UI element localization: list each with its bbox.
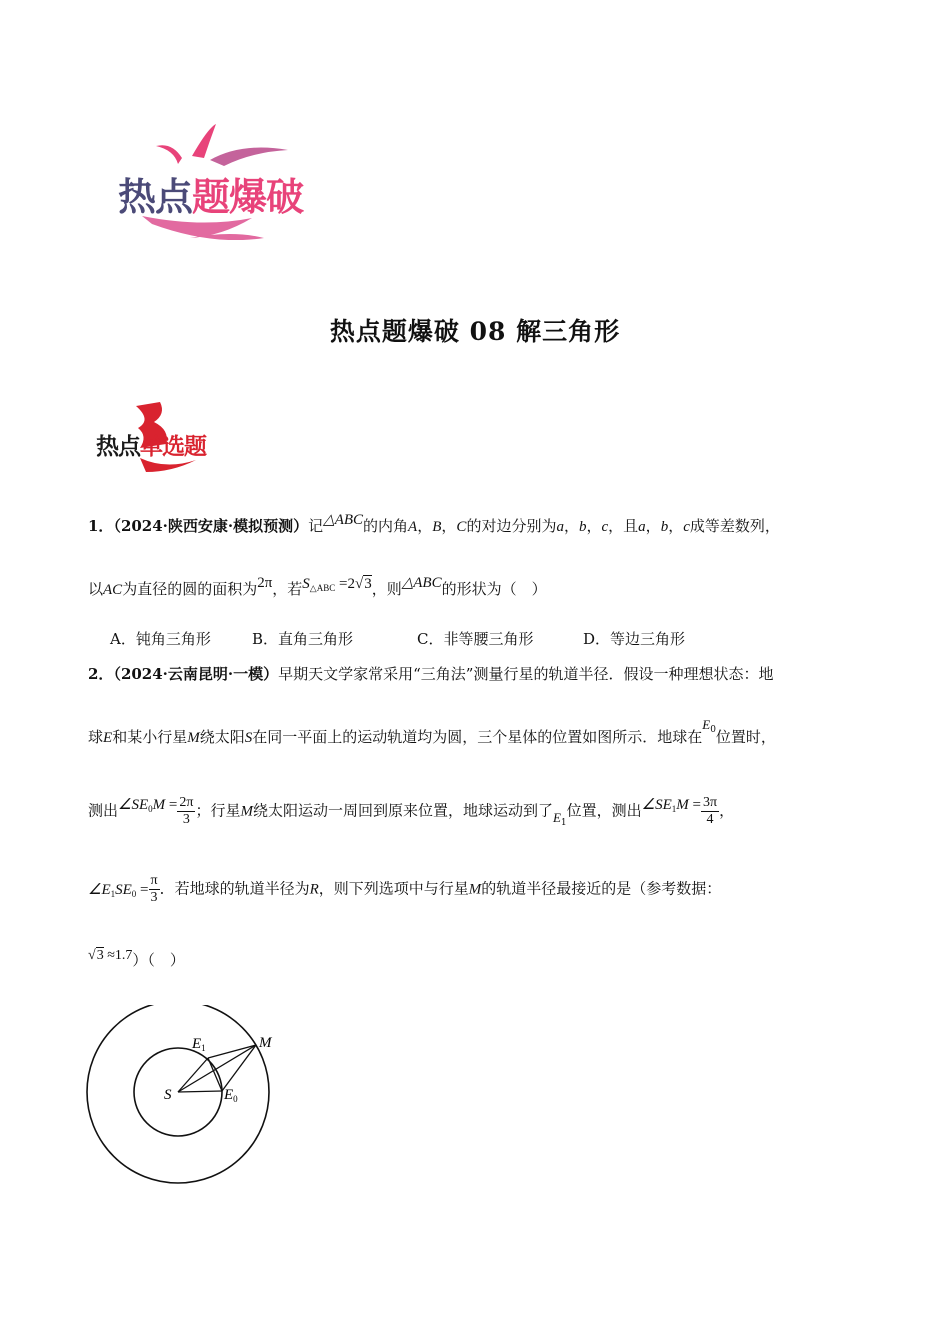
sqrt-symbol: √3 [354,576,372,592]
q2-radicand: 3 [96,948,104,963]
q2-text: ， [719,801,735,820]
frac-num: 3π [703,795,718,810]
q2-text: 测出 [88,801,119,820]
q1-var: C [456,519,467,535]
q2-var: R [309,881,319,898]
q1-number: 1． [88,517,114,535]
logo [112,120,332,240]
q1-area: 2π [257,575,273,591]
q2-text: = [688,796,702,813]
q2-sub: 0 [710,725,716,735]
q1-text: ， [645,517,661,535]
q2-var: M [676,796,689,813]
q2-angle1 [118,797,177,813]
q1-var: b [660,519,669,535]
q2-text: = [165,796,178,813]
q2-text: 绕太阳 [199,728,245,746]
q1-text: ，若 [272,580,303,598]
q2-var: M [152,796,166,813]
frac-num: π [150,873,158,888]
q1-var: AC [103,582,123,598]
q1-var: a [638,519,646,535]
q2-line4 [88,873,721,906]
q2-var: E [702,717,711,732]
q1-radicand: 3 [364,576,372,592]
q1-text: ， [441,517,457,535]
q2-fraction3 [149,873,160,906]
q1-var: c [683,519,690,535]
line-e1-m [208,1045,256,1058]
q2-angle3 [88,882,149,898]
q2-sub: 1 [110,888,116,899]
q1-line1 [88,512,780,537]
section-badge [96,400,236,476]
frac-den: 4 [706,812,714,827]
sqrt-symbol: √ [88,948,96,963]
q2-var: ∠SE [118,796,149,813]
q1-text: ， [668,517,684,535]
q1-text: ， [417,517,433,535]
q2-sqrt-ref [88,947,132,963]
q1-var: b [578,519,587,535]
q2-sub: 0 [131,888,137,899]
q1-text: 的对边分别为 [466,517,557,535]
page-title: 热点题爆破 08 解三角形 [329,317,621,346]
q1-text: ，则 [371,580,402,598]
q1-var: c [601,519,609,535]
q1-text: 成等差数列， [689,517,780,535]
line-s-e1 [178,1058,208,1092]
q2-line3 [88,795,734,828]
q2-var: M [240,803,253,820]
q1-triangle: △ABC [323,512,364,528]
orbit-figure [80,1005,280,1185]
q2-var: ∠SE [641,796,672,813]
q1-option-b[interactable]: B．直角三角形 [252,630,354,648]
q2-fraction1 [177,795,195,828]
q2-text: = [136,881,149,898]
label-s: S [164,1087,172,1103]
badge-text-part2: 单选题 [140,434,206,460]
q2-sub: 1 [671,803,677,814]
label-e0: $E_0$ [224,1087,238,1104]
q1-text: 为直径的圆的面积为 [122,580,258,598]
q2-text: 位置，测出 [566,801,642,820]
q2-approx: ≈1.7 [103,948,133,963]
q2-text: ．若地球的轨道半径为 [159,879,310,898]
q2-fraction2 [701,795,719,828]
q2-var: E [103,730,113,746]
q1-text: ， [586,517,602,535]
q2-text: 球 [88,728,104,746]
line-e0-m [222,1045,256,1091]
q1-var: S [302,576,310,592]
q2-text: 早期天文学家常采用“三角法”测量行星的轨道半径．假设一种理想状态：地 [278,665,774,683]
q2-text: ）（ ） [132,951,185,969]
q2-var: SE [115,881,132,898]
q2-line2 [88,717,776,753]
q1-triangle: △ABC [401,575,442,591]
q2-text: 绕太阳运动一周回到原来位置，地球运动到了 [252,801,553,820]
line-s-m [178,1045,256,1092]
q1-text: =2 [335,576,355,592]
q1-text: ，且 [608,517,639,535]
q1-text: 的形状为（ ） [441,580,547,598]
q2-text: 位置时， [715,728,776,746]
q2-E1 [553,811,567,826]
q2-line5 [88,944,185,969]
outer-orbit [87,1005,269,1183]
q1-area-formula [302,576,371,592]
q2-var: ∠E [88,881,111,898]
q1-text: 以 [88,580,104,598]
q2-sub: 1 [560,817,567,828]
q1-text: 的内角 [363,517,409,535]
logo-text-part2: 题爆破 [192,175,304,219]
q2-sub: 0 [148,803,153,814]
q2-var: M [468,881,482,898]
q2-number: 2． [88,665,114,683]
q2-var: M [187,730,200,746]
label-m: M [259,1035,272,1051]
q2-var: S [244,730,253,746]
q2-text: 在同一平面上的运动轨道均为圆，三个星体的位置如图所示．地球在 [252,728,703,746]
q2-line1 [88,664,773,684]
q1-text: 记 [308,517,324,535]
frac-den: 3 [182,812,190,827]
q1-var: B [432,519,442,535]
q2-source: （2024·云南昆明·一模） [113,665,279,683]
q2-E0 [702,718,716,733]
q1-option-c[interactable]: C．非等腰三角形 [417,630,534,648]
q1-var: a [556,519,564,535]
badge-text-part1: 热点 [96,434,140,460]
q2-angle2 [642,797,701,813]
q1-option-d[interactable]: D．等边三角形 [583,630,686,648]
line-e1-e0 [208,1058,222,1091]
frac-den: 3 [150,890,158,905]
q1-option-a[interactable]: A．钝角三角形 [110,630,211,648]
q1-var: A [408,519,418,535]
q1-sub: △ABC [309,583,336,593]
line-s-e0 [178,1091,222,1092]
q2-var: E [552,809,561,825]
q2-text: ，则下列选项中与行星 [318,879,469,898]
q2-text: 的轨道半径最接近的是（参考数据： [481,879,722,898]
q2-text: 和某小行星 [112,728,188,746]
label-e1: $E_1$ [192,1036,206,1053]
q1-line2 [88,575,547,604]
q1-source: （2024·陕西安康·模拟预测） [113,517,309,535]
q2-text: ；行星 [195,801,241,820]
q1-text: ， [563,517,579,535]
logo-text-part1: 热点 [118,175,193,219]
frac-num: 2π [179,795,194,810]
